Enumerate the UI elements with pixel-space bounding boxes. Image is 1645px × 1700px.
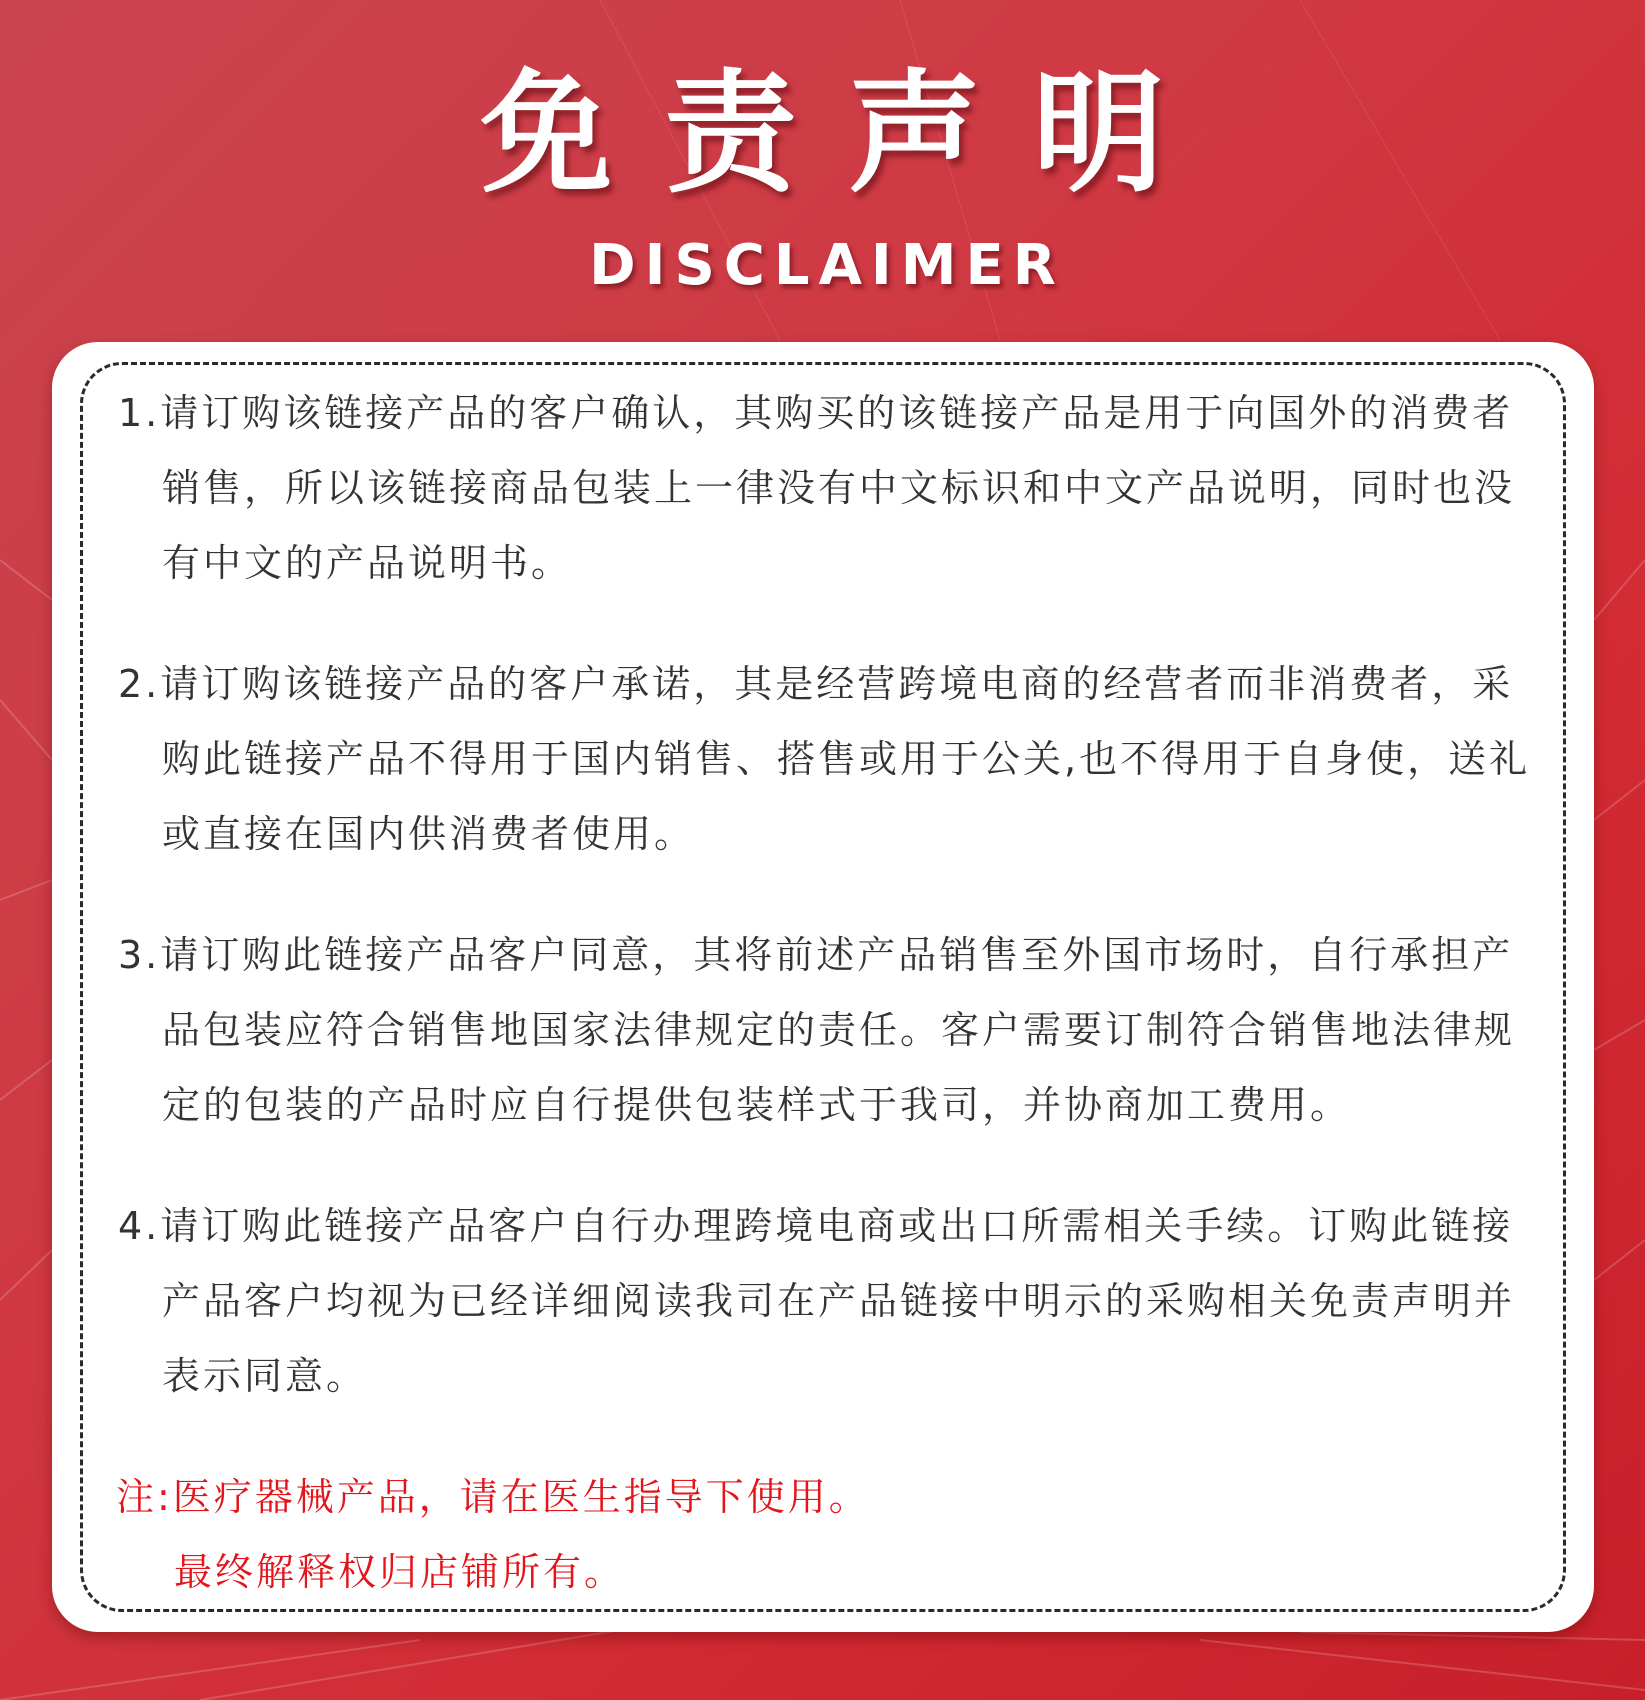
- disclaimer-item-1: 1.请订购该链接产品的客户确认，其购买的该链接产品是用于向国外的消费者销售，所以该链接商品包装上一律没有中文标识和中文产品说明，同时也没有中文的产品说明书。: [118, 391, 1516, 585]
- page-subtitle: DISCLAIMER: [589, 233, 1065, 298]
- disclaimer-item-2: 2.请订购该链接产品的客户承诺，其是经营跨境电商的经营者而非消费者，采购此链接产品不得用于国内销售、搭售或用于公关,也不得用于自身使，送礼或直接在国内供消费者使用。: [118, 662, 1531, 856]
- disclaimer-item-3: 3.请订购此链接产品客户同意，其将前述产品销售至外国市场时，自行承担产品包装应符合销售地国家法律规定的责任。客户需要订制符合销售地法律规定的包装的产品时应自行提供包装样式于我司，并协商加工费用。: [118, 933, 1516, 1127]
- final-rights-note: 最终解释权归店铺所有。: [174, 1550, 626, 1594]
- page-title: 免责声明: [480, 57, 1217, 211]
- disclaimer-card: [52, 342, 1594, 1632]
- disclaimer-content: [116, 376, 1546, 1610]
- medical-device-note: 注:医疗器械产品，请在医生指导下使用。: [116, 1475, 870, 1519]
- disclaimer-item-4: 4.请订购此链接产品客户自行办理跨境电商或出口所需相关手续。订购此链接产品客户均视为已经详细阅读我司在产品链接中明示的采购相关免责声明并表示同意。: [118, 1204, 1516, 1398]
